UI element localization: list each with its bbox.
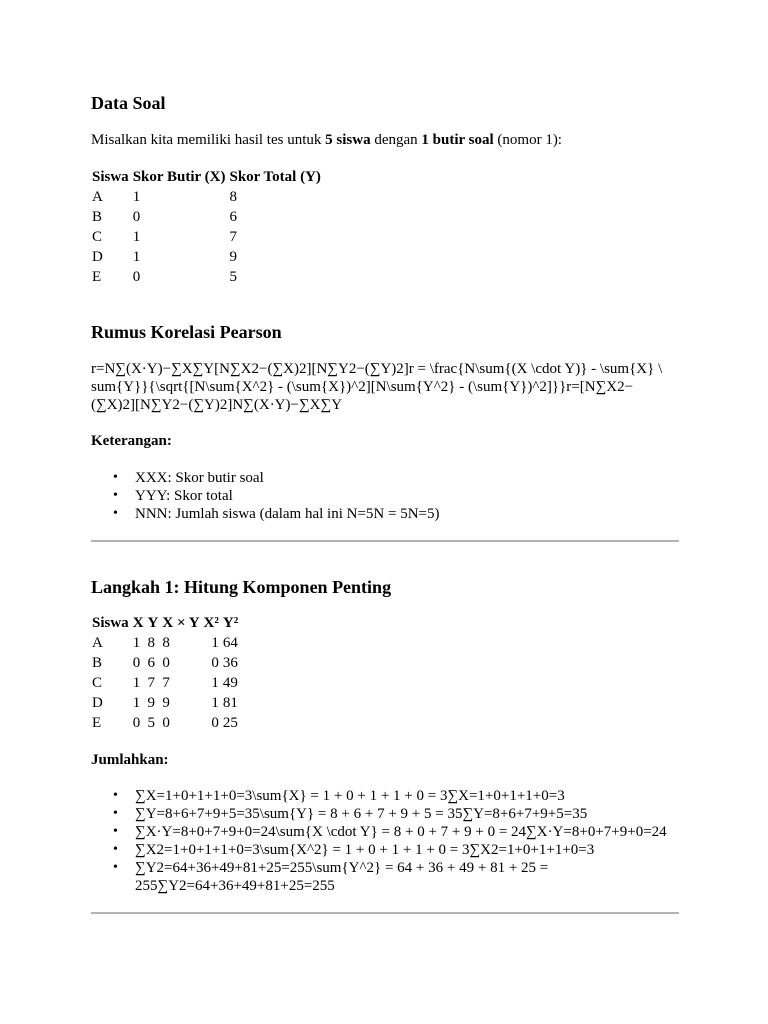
col-siswa: Siswa — [92, 615, 129, 631]
pearson-formula: r=N∑(X·Y)−∑X∑Y[N∑X2−(∑X)2][N∑Y2−(∑Y)2]r = \frac{N\sum{(X \cdot Y)} - \sum{X} \ sum{Y}}{\sqrt{[N\sum{X^2} - (\sum{X})^2][N\sum{Y^2} - (\sum{Y})^2]}}r=[N∑X2−(∑X)2][N∑Y2−(∑Y)2]N∑(X·Y)−∑X∑Y — [91, 361, 663, 413]
table-cell: 9 — [162, 695, 170, 711]
intro-bold-butir: 1 butir soal — [421, 132, 494, 148]
data-soal-table — [91, 167, 323, 287]
table-cell: 0 — [162, 655, 170, 671]
table-cell: C — [92, 229, 103, 245]
heading-data-soal: Data Soal — [91, 93, 166, 113]
table-cell: 49 — [222, 675, 238, 691]
table-cell: D — [92, 249, 103, 265]
list-item: • ∑Y2=64+36+49+81+25=255\sum{Y^2} = 64 + 36 + 49 + 81 + 25 = 255∑Y2=64+36+49+81+25=255 — [135, 859, 679, 895]
table-cell: 8 — [162, 635, 170, 651]
list-item: • ∑X=1+0+1+1+0=3\sum{X} = 1 + 0 + 1 + 1 + 0 = 3∑X=1+0+1+1+0=3 — [135, 787, 679, 805]
table-cell: 0 — [211, 715, 219, 731]
table-cell: B — [92, 209, 103, 225]
table-cell: 0 — [132, 269, 141, 285]
table-cell: 9 — [229, 249, 237, 265]
table-row — [91, 247, 323, 267]
col-x: X — [132, 615, 144, 631]
heading-langkah1: Langkah 1: Hitung Komponen Penting — [91, 577, 392, 597]
table-cell: 1 — [132, 635, 141, 651]
col-xy: X × Y — [162, 615, 200, 631]
table-cell: 7 — [147, 675, 156, 691]
table-cell: 0 — [132, 715, 141, 731]
col-skor-total: Skor Total (Y) — [229, 169, 321, 185]
table-cell: B — [92, 655, 103, 671]
table-cell: 6 — [229, 209, 237, 225]
divider — [91, 912, 679, 914]
keterangan-label: Keterangan: — [91, 433, 172, 449]
table-cell: 64 — [222, 635, 238, 651]
table-row — [91, 693, 240, 713]
table-cell: 36 — [222, 655, 238, 671]
intro-prefix: Misalkan kita memiliki hasil tes untuk — [91, 132, 326, 148]
table-cell: 1 — [211, 675, 219, 691]
jumlahkan-label: Jumlahkan: — [91, 752, 169, 768]
table-cell: C — [92, 675, 103, 691]
table-cell: A — [92, 189, 103, 205]
table-header-row — [91, 613, 240, 633]
table-cell: 0 — [132, 655, 141, 671]
table-cell: 1 — [211, 695, 219, 711]
table-row — [91, 227, 323, 247]
table-cell: 1 — [132, 695, 141, 711]
komponen-table — [91, 613, 240, 733]
heading-rumus: Rumus Korelasi Pearson — [91, 322, 282, 342]
table-cell: 9 — [147, 695, 156, 711]
col-siswa: Siswa — [92, 169, 129, 185]
table-cell: 1 — [211, 635, 219, 651]
col-skor-butir: Skor Butir (X) — [132, 169, 226, 185]
table-row — [91, 267, 323, 287]
table-row — [91, 633, 240, 653]
list-item: • NNN: Jumlah siswa (dalam hal ini N=5N = 5N=5) — [135, 505, 679, 523]
table-cell: D — [92, 695, 103, 711]
intro-suffix: (nomor 1): — [493, 132, 562, 148]
col-y: Y — [147, 615, 159, 631]
table-cell: 7 — [162, 675, 170, 691]
table-cell: 1 — [132, 229, 141, 245]
list-item: • ∑X2=1+0+1+1+0=3\sum{X^2} = 1 + 0 + 1 + 1 + 0 = 3∑X2=1+0+1+1+0=3 — [135, 841, 679, 859]
table-cell: E — [92, 715, 102, 731]
table-row — [91, 187, 323, 207]
table-cell: A — [92, 635, 103, 651]
table-row — [91, 713, 240, 733]
table-cell: 1 — [132, 675, 141, 691]
table-cell: 8 — [147, 635, 156, 651]
table-cell: 5 — [147, 715, 156, 731]
table-header-row — [91, 167, 323, 187]
table-cell: 0 — [211, 655, 219, 671]
table-cell: 81 — [222, 695, 238, 711]
table-cell: 0 — [162, 715, 170, 731]
table-row — [91, 673, 240, 693]
table-cell: 1 — [132, 249, 141, 265]
table-cell: E — [92, 269, 102, 285]
table-cell: 5 — [229, 269, 237, 285]
table-cell: 0 — [132, 209, 141, 225]
divider — [91, 540, 679, 542]
list-item: • YYY: Skor total — [135, 487, 679, 505]
table-row — [91, 653, 240, 673]
col-y2: Y² — [222, 615, 239, 631]
table-cell: 1 — [132, 189, 141, 205]
intro-paragraph — [91, 131, 562, 149]
list-item: • ∑Y=8+6+7+9+5=35\sum{Y} = 8 + 6 + 7 + 9 + 5 = 35∑Y=8+6+7+9+5=35 — [135, 805, 679, 823]
col-x2: X² — [203, 615, 219, 631]
list-item: • XXX: Skor butir soal — [135, 469, 679, 487]
jumlahkan-list — [91, 787, 679, 895]
intro-mid: dengan — [370, 132, 422, 148]
table-row — [91, 207, 323, 227]
table-cell: 6 — [147, 655, 156, 671]
list-item: • ∑X·Y=8+0+7+9+0=24\sum{X \cdot Y} = 8 + 0 + 7 + 9 + 0 = 24∑X·Y=8+0+7+9+0=24 — [135, 823, 679, 841]
table-cell: 25 — [222, 715, 238, 731]
intro-bold-siswa: 5 siswa — [325, 132, 371, 148]
keterangan-list — [91, 469, 679, 523]
table-cell: 7 — [229, 229, 237, 245]
table-cell: 8 — [229, 189, 237, 205]
